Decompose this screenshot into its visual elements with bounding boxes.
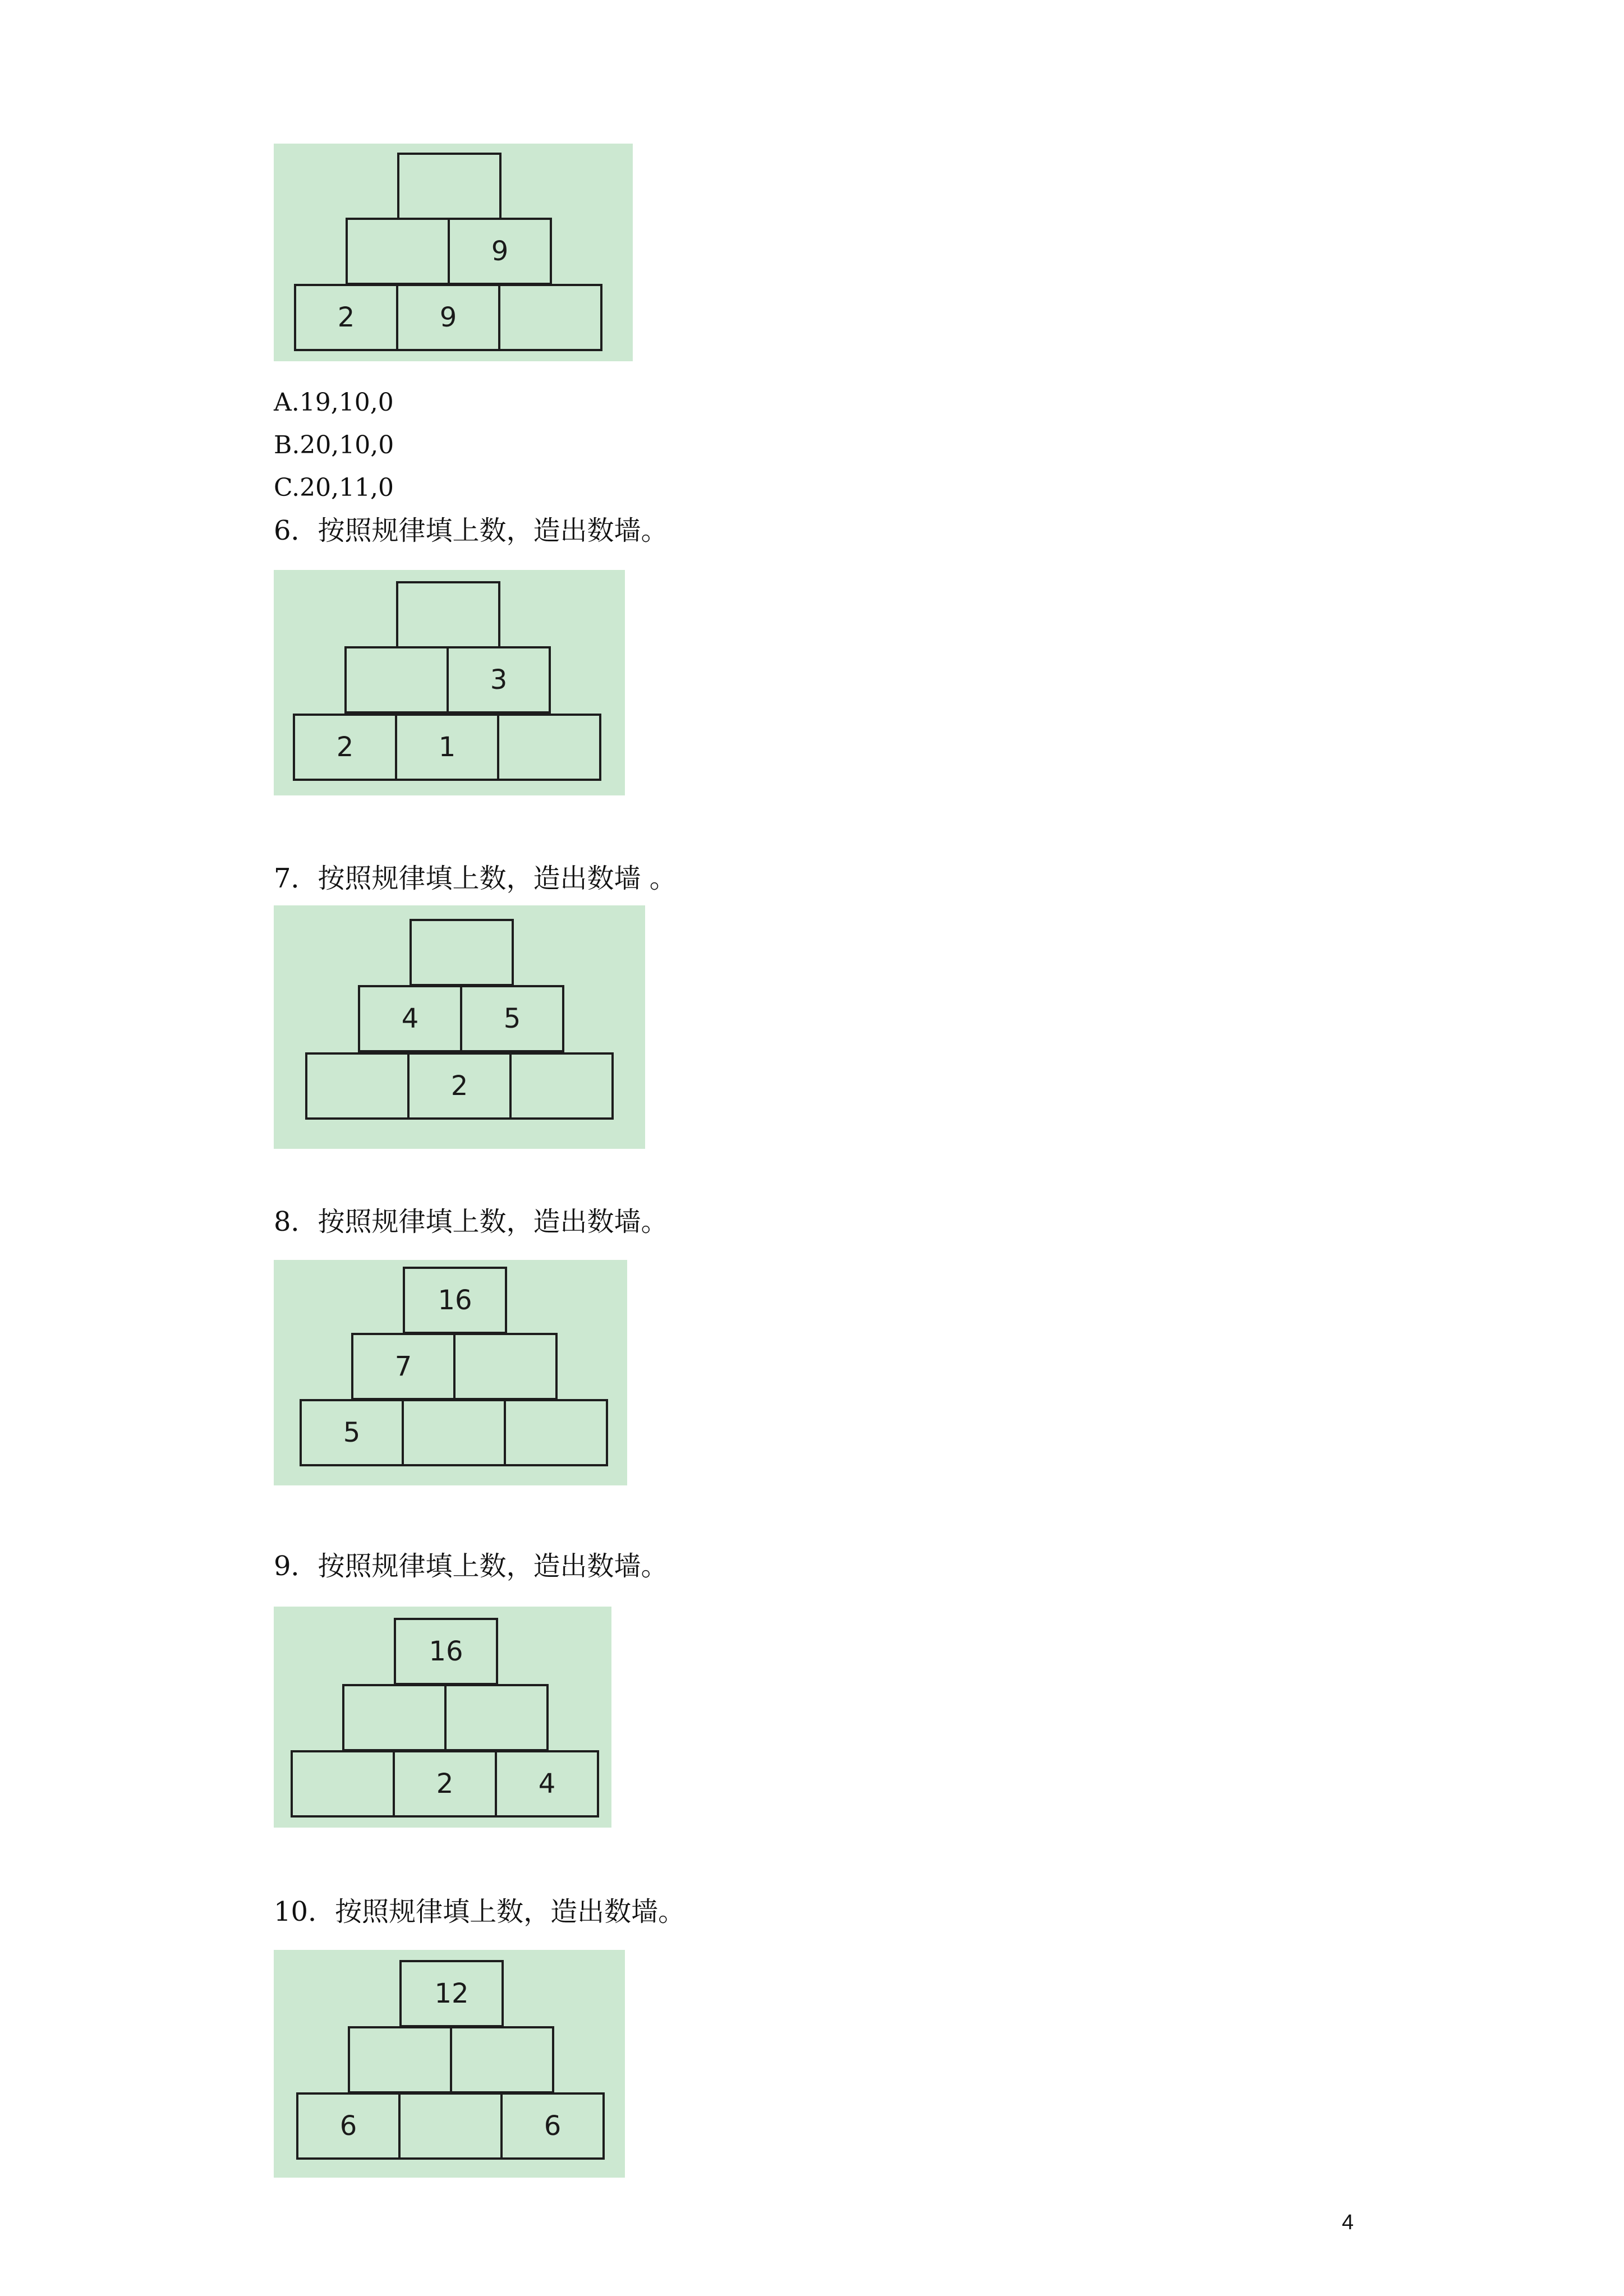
question-9-text: 9．按照规律填上数，造出数墙。 (274, 1550, 668, 1582)
brick-bottom-right[interactable] (498, 284, 602, 351)
option-c: C.20,11,0 (274, 473, 394, 502)
brick-bottom-left[interactable] (305, 1052, 410, 1120)
number-wall (274, 905, 645, 1149)
brick-top[interactable]: 12 (399, 1960, 504, 2027)
number-wall (274, 1260, 627, 1485)
number-wall (274, 1950, 625, 2178)
question-7-text: 7．按照规律填上数，造出数墙 。 (274, 863, 677, 894)
brick-middle-right[interactable]: 3 (447, 646, 551, 714)
brick-bottom-middle[interactable]: 2 (407, 1052, 512, 1120)
question-6-text: 6．按照规律填上数，造出数墙。 (274, 515, 668, 546)
brick-bottom-left[interactable]: 5 (300, 1399, 404, 1466)
brick-middle-left[interactable] (348, 2026, 452, 2093)
brick-top[interactable] (396, 581, 500, 648)
brick-bottom-right[interactable] (509, 1052, 614, 1120)
brick-top[interactable]: 16 (394, 1618, 498, 1685)
brick-middle-right[interactable] (450, 2026, 554, 2093)
number-wall (274, 144, 633, 361)
brick-middle-left[interactable] (344, 646, 449, 714)
brick-middle-left[interactable] (346, 218, 450, 285)
question-8-text: 8．按照规律填上数，造出数墙。 (274, 1206, 668, 1237)
brick-bottom-right[interactable] (504, 1399, 608, 1466)
brick-bottom-left[interactable] (291, 1750, 395, 1818)
brick-bottom-middle[interactable]: 9 (396, 284, 500, 351)
brick-middle-left[interactable]: 4 (358, 985, 462, 1052)
brick-top[interactable] (410, 919, 514, 986)
brick-bottom-middle[interactable] (402, 1399, 506, 1466)
brick-middle-right[interactable]: 9 (448, 218, 552, 285)
brick-middle-left[interactable]: 7 (351, 1333, 456, 1400)
number-wall (274, 570, 625, 795)
brick-bottom-right[interactable] (497, 714, 601, 781)
number-wall (274, 1607, 611, 1828)
question-10-text: 10．按照规律填上数，造出数墙。 (274, 1896, 686, 1927)
brick-middle-right[interactable] (453, 1333, 558, 1400)
brick-top[interactable] (397, 153, 502, 220)
brick-bottom-left[interactable]: 2 (293, 714, 397, 781)
option-b: B.20,10,0 (274, 431, 394, 459)
brick-middle-right[interactable] (444, 1684, 549, 1751)
page-number: 4 (1342, 2211, 1354, 2234)
brick-bottom-left[interactable]: 6 (296, 2092, 401, 2160)
brick-bottom-right[interactable]: 4 (495, 1750, 599, 1818)
brick-middle-right[interactable]: 5 (460, 985, 564, 1052)
brick-bottom-right[interactable]: 6 (500, 2092, 605, 2160)
brick-top[interactable]: 16 (403, 1267, 507, 1334)
brick-middle-left[interactable] (342, 1684, 447, 1751)
brick-bottom-middle[interactable]: 1 (395, 714, 499, 781)
brick-bottom-middle[interactable] (398, 2092, 503, 2160)
option-a: A.19,10,0 (274, 388, 394, 417)
brick-bottom-middle[interactable]: 2 (393, 1750, 497, 1818)
brick-bottom-left[interactable]: 2 (294, 284, 398, 351)
